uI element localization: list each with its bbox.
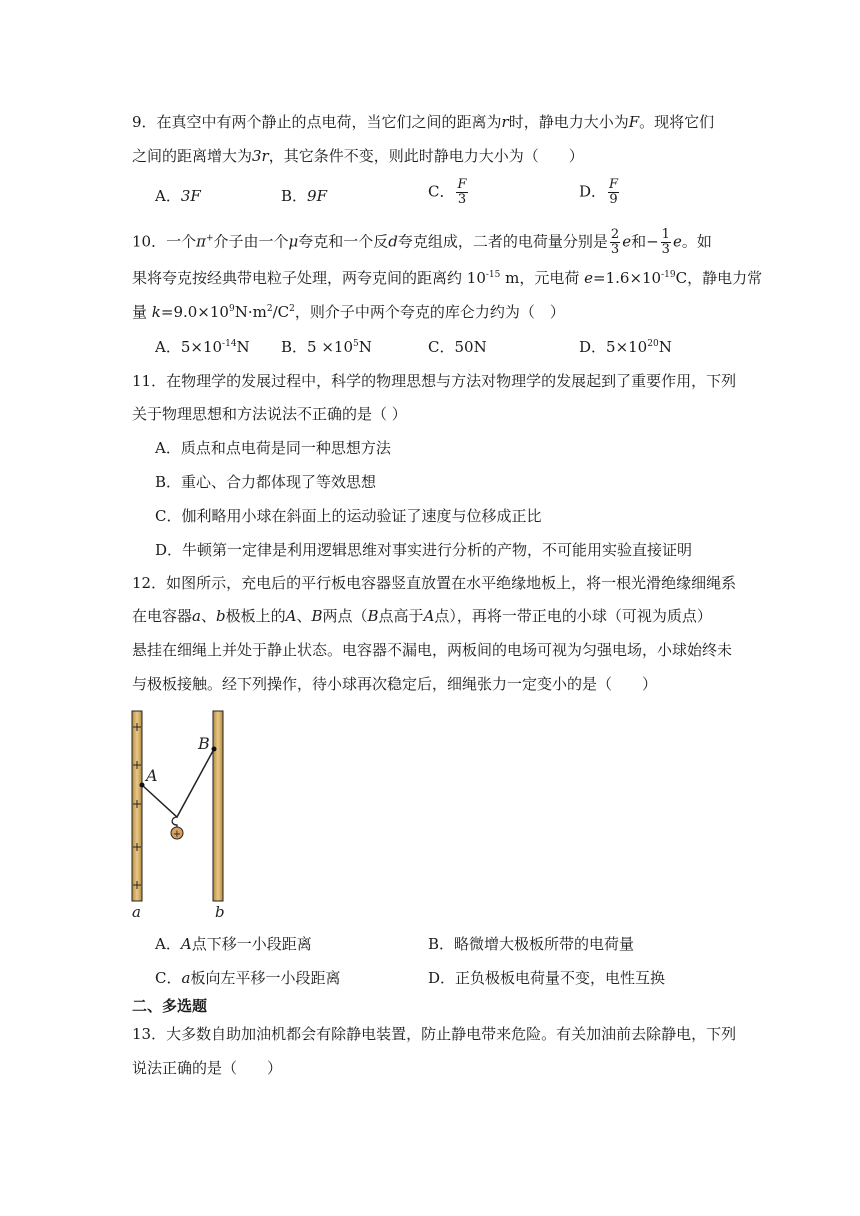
- point-b-dot: [212, 747, 217, 752]
- capacitor-figure: [125, 705, 245, 925]
- q12-line3: 悬挂在细绳上并处于静止状态。电容器不漏电，两板间的电场可视为匀强电场，小球始终未: [132, 641, 733, 659]
- q9-line2: 之间的距离增大为3r，其它条件不变，则此时静电力大小为（ ）: [132, 147, 584, 165]
- section-heading-multiple-choice: 二、多选题: [132, 997, 208, 1015]
- q10-line3: 量 $k=9.0\times 10^9N\cdot m^2/C^2$，则介子中两个夸克的库仑力约为（ ）: [132, 303, 565, 321]
- q11-option-a: A．质点和点电荷是同一种思想方法: [155, 439, 391, 457]
- q11-option-b: B．重心、合力都体现了等效思想: [155, 473, 377, 491]
- label-point-b: B: [198, 734, 210, 753]
- q9-option-a: A．3F: [155, 187, 201, 205]
- q12-line4: 与极板接触。经下列操作，待小球再次稳定后，细绳张力一定变小的是（ ）: [132, 675, 658, 693]
- point-a-dot: [140, 783, 145, 788]
- q9-option-c: C． $\frac{F}{3}$: [428, 177, 467, 207]
- q12-line1: 12．如图所示，充电后的平行板电容器竖直放置在水平绝缘地板上，将一根光滑绝缘细绳系: [132, 574, 737, 592]
- q10-option-b: B．$5 \times 10^5N$: [281, 338, 372, 356]
- q9-option-b: B．9F: [281, 187, 327, 205]
- q10-line2: 果将夸克按经典带电粒子处理，两夸克间的距离约 $10^{-15}$ m，元电荷 $e=1.6\times 10^{-19}C$，静电力常: [132, 269, 763, 287]
- plate-b: [213, 711, 223, 901]
- q11-line1: 11．在物理学的发展过程中，科学的物理思想与方法对物理学的发展起到了重要作用，下列: [132, 372, 737, 390]
- q13-line2: 说法正确的是（ ）: [132, 1059, 283, 1077]
- q12-option-d: D．正负极板电荷量不变，电性互换: [428, 969, 666, 987]
- q10-option-c: C．50N: [428, 338, 487, 356]
- q10-option-d: D．$5\times 10^{20}N$: [579, 338, 672, 356]
- q10-option-a: A．$5\times 10^{-14}N$: [155, 338, 250, 356]
- label-plate-b: b: [215, 903, 225, 921]
- q12-option-c: C．a板向左平移一小段距离: [155, 969, 341, 987]
- ball-hook: [172, 817, 177, 828]
- q11-option-d: D．牛顿第一定律是利用逻辑思维对事实进行分析的产物，不可能用实验直接证明: [155, 541, 693, 559]
- q11-line2: 关于物理思想和方法说法不正确的是（ ）: [132, 405, 407, 423]
- q12-option-b: B．略微增大极板所带的电荷量: [428, 935, 635, 953]
- q10-line1: 10．一个π+介子由一个μ夸克和一个反d夸克组成，二者的电荷量分别是 $\frac{2}{3}$ e和− $\frac{1}{3}$ e。如: [132, 227, 712, 257]
- ball-plus-sign: +: [172, 829, 182, 840]
- q9-option-d: D． $\frac{F}{9}$: [579, 177, 619, 207]
- q12-line2: 在电容器a、b极板上的A、B两点（B点高于A点），再将一带正电的小球（可视为质点）: [132, 607, 712, 625]
- q12-option-a: A．A点下移一小段距离: [155, 935, 312, 953]
- q9-line1: 9．在真空中有两个静止的点电荷，当它们之间的距离为r时，静电力大小为F。现将它们: [132, 113, 715, 131]
- q11-option-c: C．伽利略用小球在斜面上的运动验证了速度与位移成正比: [155, 507, 542, 525]
- q13-line1: 13．大多数自助加油机都会有除静电装置，防止静电带来危险。有关加油前去除静电，下列: [132, 1025, 737, 1043]
- label-plate-a: a: [132, 903, 141, 921]
- label-point-a: A: [146, 766, 158, 785]
